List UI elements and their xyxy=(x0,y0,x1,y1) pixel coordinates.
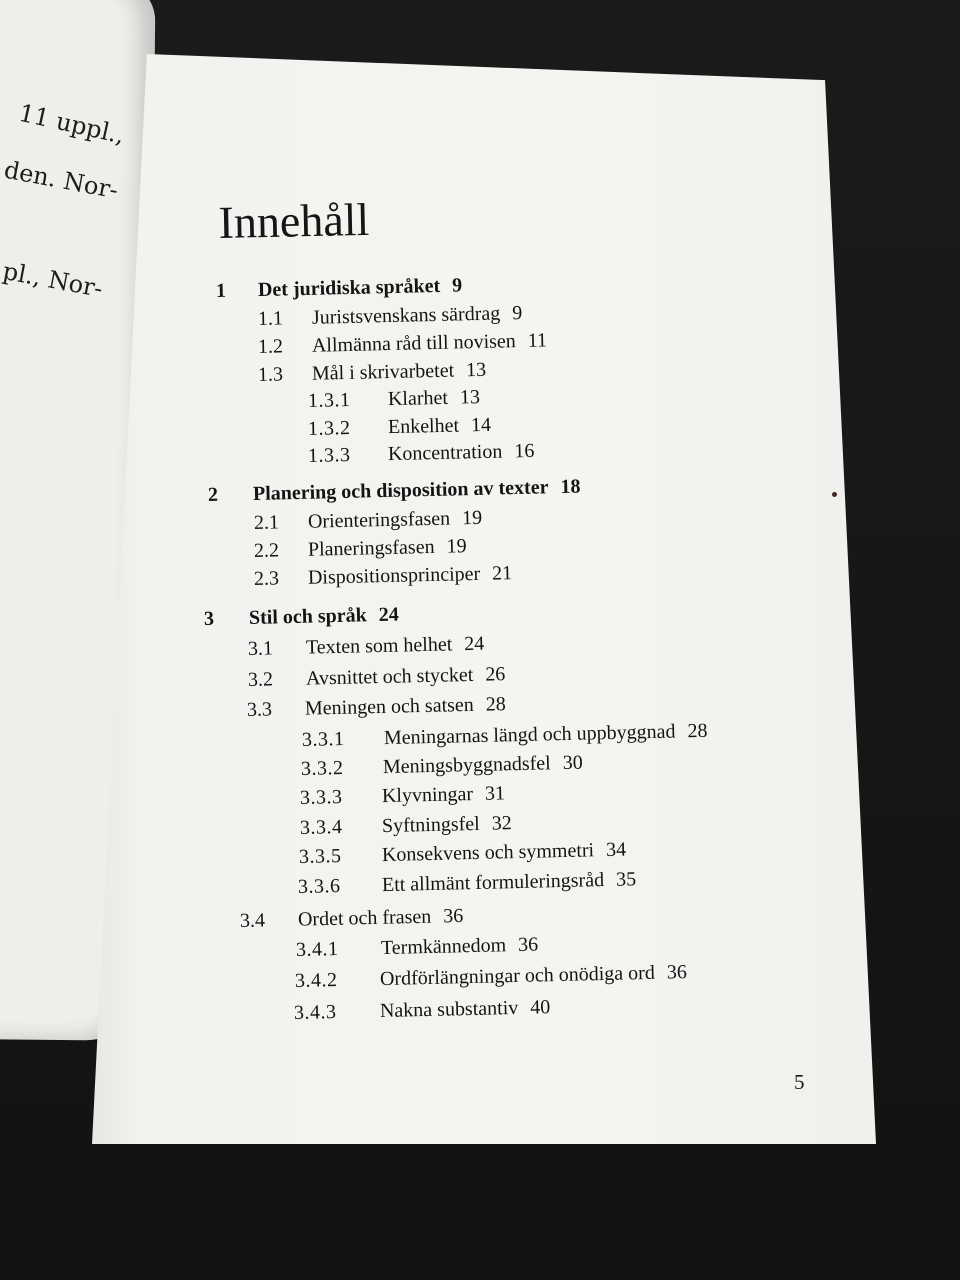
toc-page: 19 xyxy=(461,506,483,530)
toc-entry-subsection xyxy=(302,720,708,752)
toc-label: Meningarnas längd och uppbyggnad xyxy=(383,720,676,750)
toc-entry-section xyxy=(258,302,523,331)
toc-entry-section xyxy=(258,359,487,387)
toc-number: 1.3.3 xyxy=(307,444,351,467)
toc-number: 1.1 xyxy=(257,307,284,330)
toc-entry-subsection xyxy=(298,868,637,899)
toc-entry-subsection xyxy=(308,440,535,468)
toc-label: Juristsvenskans särdrag xyxy=(311,302,501,329)
toc-page: 13 xyxy=(459,386,481,409)
toc-page: 18 xyxy=(560,475,581,498)
toc-entry-chapter xyxy=(208,476,581,507)
toc-number: 2.3 xyxy=(253,567,280,590)
previous-page-line: pl., Nor- xyxy=(0,256,106,303)
toc-number: 3.2 xyxy=(247,668,274,691)
previous-page-line: den. Nor- xyxy=(1,155,121,205)
toc-number: 3.1 xyxy=(247,637,274,660)
toc-label: Planeringsfasen xyxy=(307,535,435,561)
toc-label: Allmänna råd till novisen xyxy=(311,330,517,357)
toc-entry-chapter xyxy=(204,604,399,631)
toc-page: 26 xyxy=(485,663,506,686)
toc-page: 16 xyxy=(514,439,535,463)
toc-label: Avsnittet och stycket xyxy=(305,663,474,690)
toc-entry-subsection xyxy=(295,961,687,993)
toc-number: 3.4.1 xyxy=(295,938,339,961)
toc-number: 1.3.2 xyxy=(307,417,351,440)
toc-label: Klyvningar xyxy=(381,783,474,808)
toc-label: Stil och språk xyxy=(248,604,368,629)
toc-page: 30 xyxy=(562,751,583,775)
toc-label: Det juridiska språket xyxy=(257,274,441,302)
toc-number: 3.3.2 xyxy=(300,757,344,780)
toc-entry-subsection xyxy=(300,812,512,840)
toc-entry-subsection xyxy=(296,934,539,962)
toc-number: 2.2 xyxy=(253,539,280,562)
toc-number: 3.3.5 xyxy=(298,845,342,868)
toc-entry-section xyxy=(248,633,485,661)
toc-label: Mål i skrivarbetet xyxy=(311,359,455,385)
toc-label: Termkännedom xyxy=(380,934,507,960)
toc-label: Koncentration xyxy=(387,440,503,466)
toc-label: Konsekvens och symmetri xyxy=(381,839,595,867)
toc-entry-section xyxy=(240,905,464,933)
toc-label: Ordförlängningar och onödiga ord xyxy=(379,961,656,991)
toc-number: 3.3.1 xyxy=(301,728,345,751)
toc-entry-subsection xyxy=(299,839,627,869)
toc-label: Meningen och satsen xyxy=(304,693,475,720)
toc-page: 40 xyxy=(529,996,551,1019)
toc-page: 21 xyxy=(491,562,513,585)
toc-number: 3.4.2 xyxy=(294,969,338,992)
toc-label: Dispositionsprinciper xyxy=(307,562,481,589)
page-title: Innehåll xyxy=(218,193,370,248)
toc-page: 14 xyxy=(470,413,492,437)
toc-entry-subsection xyxy=(301,752,583,781)
toc-number: 1 xyxy=(215,279,227,302)
toc-entry-section xyxy=(254,535,467,563)
toc-label: Orienteringsfasen xyxy=(307,507,451,533)
toc-page: 34 xyxy=(605,838,627,862)
toc-label: Meningsbyggnadsfel xyxy=(382,752,551,779)
toc-number: 1.2 xyxy=(257,335,284,358)
toc-number: 3 xyxy=(203,607,215,630)
toc-entry-subsection xyxy=(300,782,506,810)
toc-entry-section xyxy=(254,562,513,591)
toc-number: 3.4 xyxy=(239,909,266,932)
toc-label: Ordet och frasen xyxy=(297,905,432,931)
toc-entry-subsection xyxy=(308,414,492,441)
toc-number: 3.4.3 xyxy=(293,1001,337,1024)
toc-page: 9 xyxy=(451,274,463,297)
toc-number: 2 xyxy=(207,483,219,506)
toc-page: 24 xyxy=(464,632,485,656)
toc-entry-subsection xyxy=(308,386,480,413)
toc-entry-section xyxy=(258,329,548,359)
toc-number: 3.3 xyxy=(246,698,273,721)
toc-page: 36 xyxy=(517,933,539,956)
toc-page: 19 xyxy=(446,535,467,558)
toc-page: 36 xyxy=(666,961,688,984)
toc-label: Enkelhet xyxy=(387,414,460,439)
toc-label: Nakna substantiv xyxy=(379,996,519,1023)
toc-number: 1.3 xyxy=(257,363,284,386)
toc-number: 2.1 xyxy=(253,511,280,534)
toc-entry-section xyxy=(247,693,506,722)
toc-page: 11 xyxy=(527,329,548,352)
page-number: 5 xyxy=(794,1070,805,1094)
toc-page: 32 xyxy=(491,812,512,835)
toc-page: 24 xyxy=(378,603,400,627)
toc-label: Planering och disposition av texter xyxy=(252,476,549,505)
toc-page: 35 xyxy=(615,868,637,891)
toc-page: 28 xyxy=(687,719,708,743)
toc-number: 3.3.4 xyxy=(299,816,343,839)
toc-page: 36 xyxy=(442,904,464,928)
toc-entry-chapter xyxy=(216,274,463,303)
toc-number: 3.3.6 xyxy=(297,875,341,898)
toc-page: 13 xyxy=(465,358,487,382)
toc-page: 31 xyxy=(484,782,506,805)
toc-label: Klarhet xyxy=(387,386,449,411)
previous-page-line: 11 uppl., xyxy=(16,98,128,150)
toc-label: Texten som helhet xyxy=(305,633,453,659)
toc-number: 3.3.3 xyxy=(299,786,343,809)
toc-entry-section xyxy=(254,507,483,535)
toc-label: Ett allmänt formuleringsråd xyxy=(381,869,605,897)
toc-page: 28 xyxy=(485,693,507,716)
toc-entry-section xyxy=(248,663,506,692)
toc-page: 9 xyxy=(511,302,523,325)
toc-label: Syftningsfel xyxy=(381,812,480,838)
toc-entry-subsection xyxy=(294,996,551,1025)
toc-number: 1.3.1 xyxy=(307,389,351,412)
